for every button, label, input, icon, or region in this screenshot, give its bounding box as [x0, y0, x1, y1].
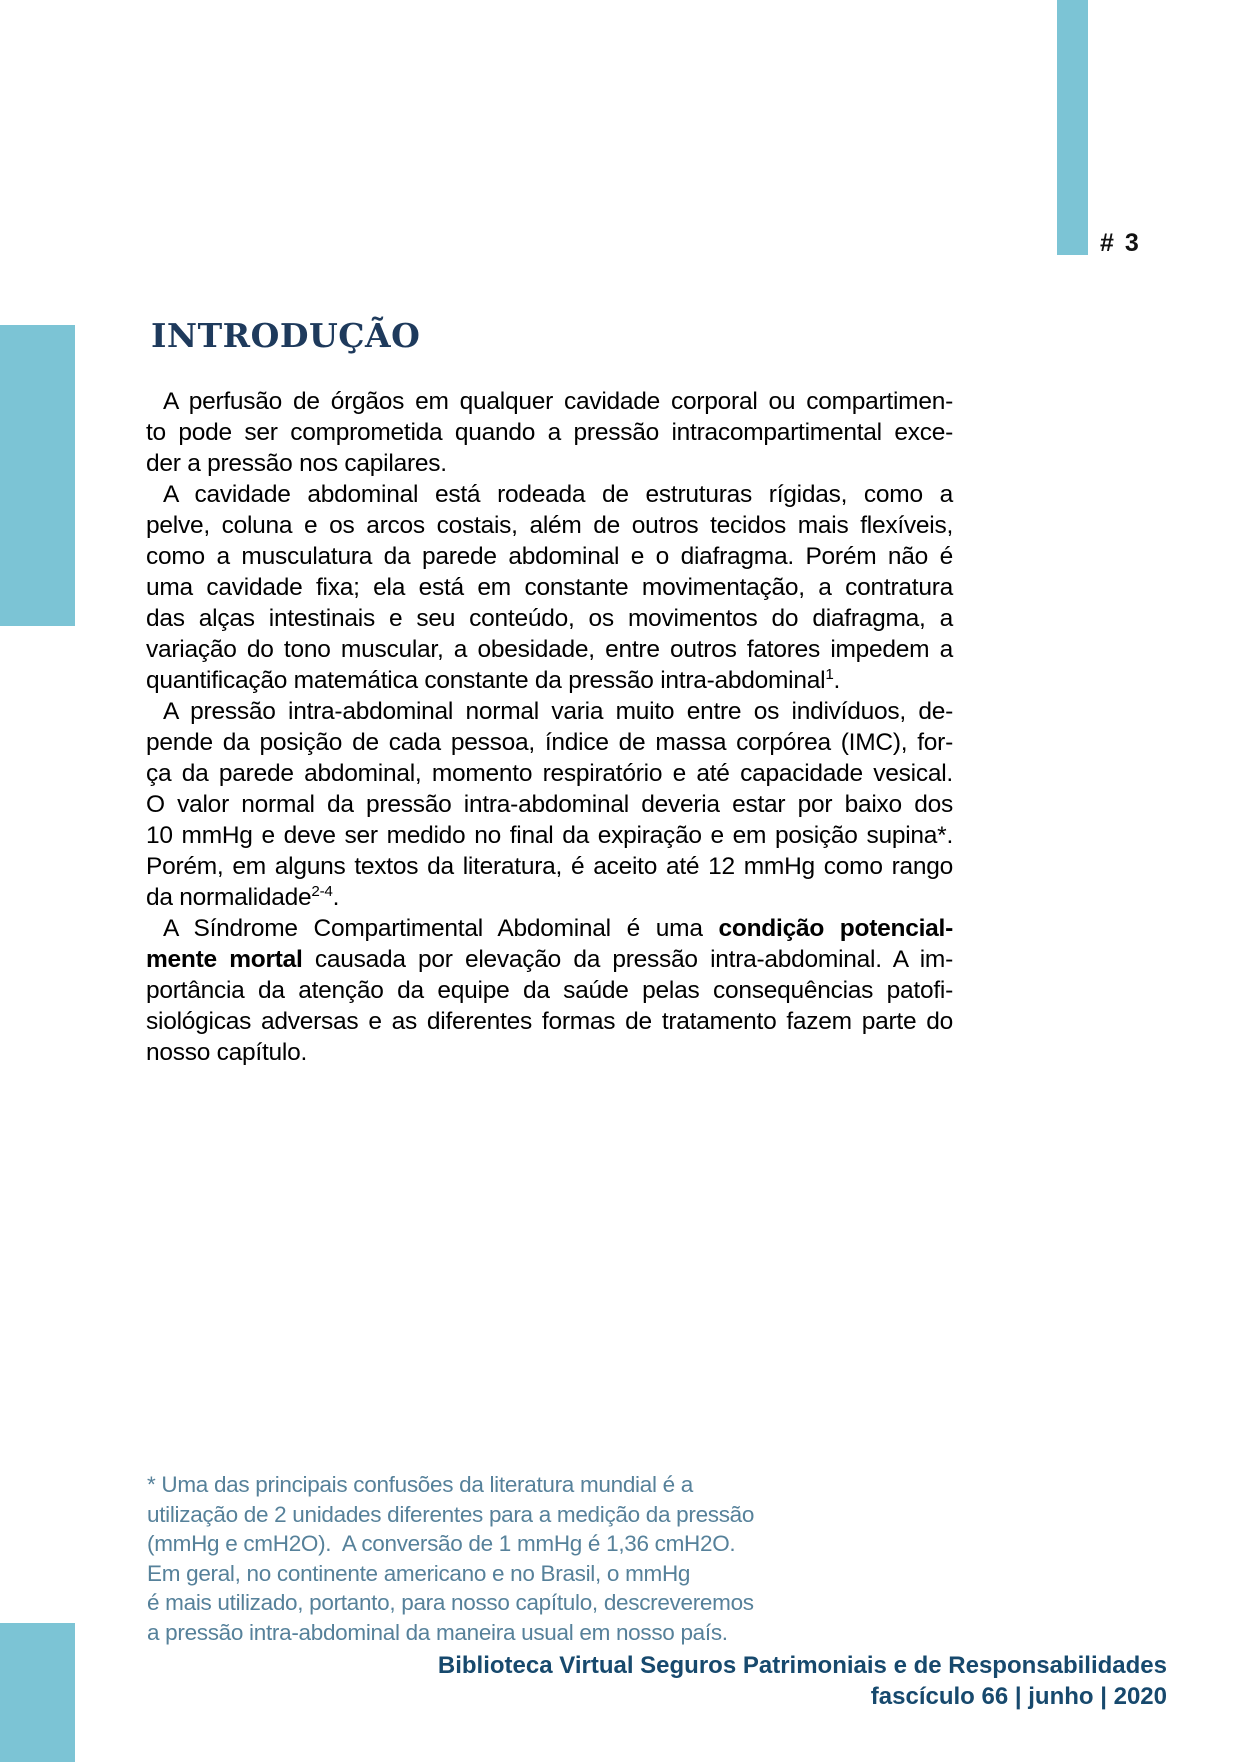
paragraph-4: A Síndrome Compartimental Abdominal é uma condição potencial- mente mortal causada por elevação da pressão intra-abdominal. A im- portância da atenção da equipe da saúde pelas consequências patofi- siológicas adversas e as diferentes formas de tratamento fazem parte do nosso capítulo. [146, 915, 954, 1066]
teal-bar-bottom-left [0, 1623, 75, 1762]
page-number: # 3 [1100, 229, 1141, 257]
paragraph-2: A cavidade abdominal está rodeada de estruturas rígidas, como a pelve, coluna e os arcos costais, além de outros tecidos mais flexíveis, como a musculatura da parede abdominal e o diafragma. Porém não é uma cavidade fixa; ela está em constante movimentação, a contratura das alças intestinais e seu conteúdo, os movimentos do diafragma, a variação do tono muscular, a obesidade, entre outros fatores impedem a quantificação matemática constante da pressão intra-abdominal$^1$. [146, 481, 953, 694]
footer-line-1: Biblioteca Virtual Seguros Patrimoniais e de Responsabilidades [437, 1652, 1167, 1679]
page-footer [438, 1650, 1167, 1712]
footer-line-2: fascículo 66 | junho | 2020 [870, 1683, 1167, 1710]
section-title: INTRODUÇÃO [151, 316, 421, 355]
teal-bar-top-right [1057, 0, 1088, 255]
paragraph-3: A pressão intra-abdominal normal varia muito entre os indivíduos, de- pende da posição de cada pessoa, índice de massa corpórea (IMC), for- ça da parede abdominal, momento respiratório e até capacidade vesical. O valor normal da pressão intra-abdominal deveria estar por baixo dos 10 mmHg e deve ser medido no final da expiração e em posição supina*. Porém, em alguns textos da literatura, é aceito até 12 mmHg como rango da normalidade$^{2-4}$. [146, 698, 953, 911]
paragraph-1: A perfusão de órgãos em qualquer cavidade corporal ou compartimen- to pode ser comprometida quando a pressão intracompartimental exce- der a pressão nos capilares. [146, 388, 953, 477]
footnote: * Uma das principais confusões da literatura mundial é a utilização de 2 unidades diferentes para a medição da pressão (mmHg e cmH2O). A conversão de 1 mmHg é 1,36 cmH2O. Em geral, no continente americano e no Brasil, o mmHg é mais utilizado, portanto, para nosso capítulo, descreveremos a pressão intra-abdominal da maneira usual em nosso país. [147, 1472, 755, 1645]
body-text [146, 386, 953, 1068]
teal-bar-left [0, 325, 75, 626]
